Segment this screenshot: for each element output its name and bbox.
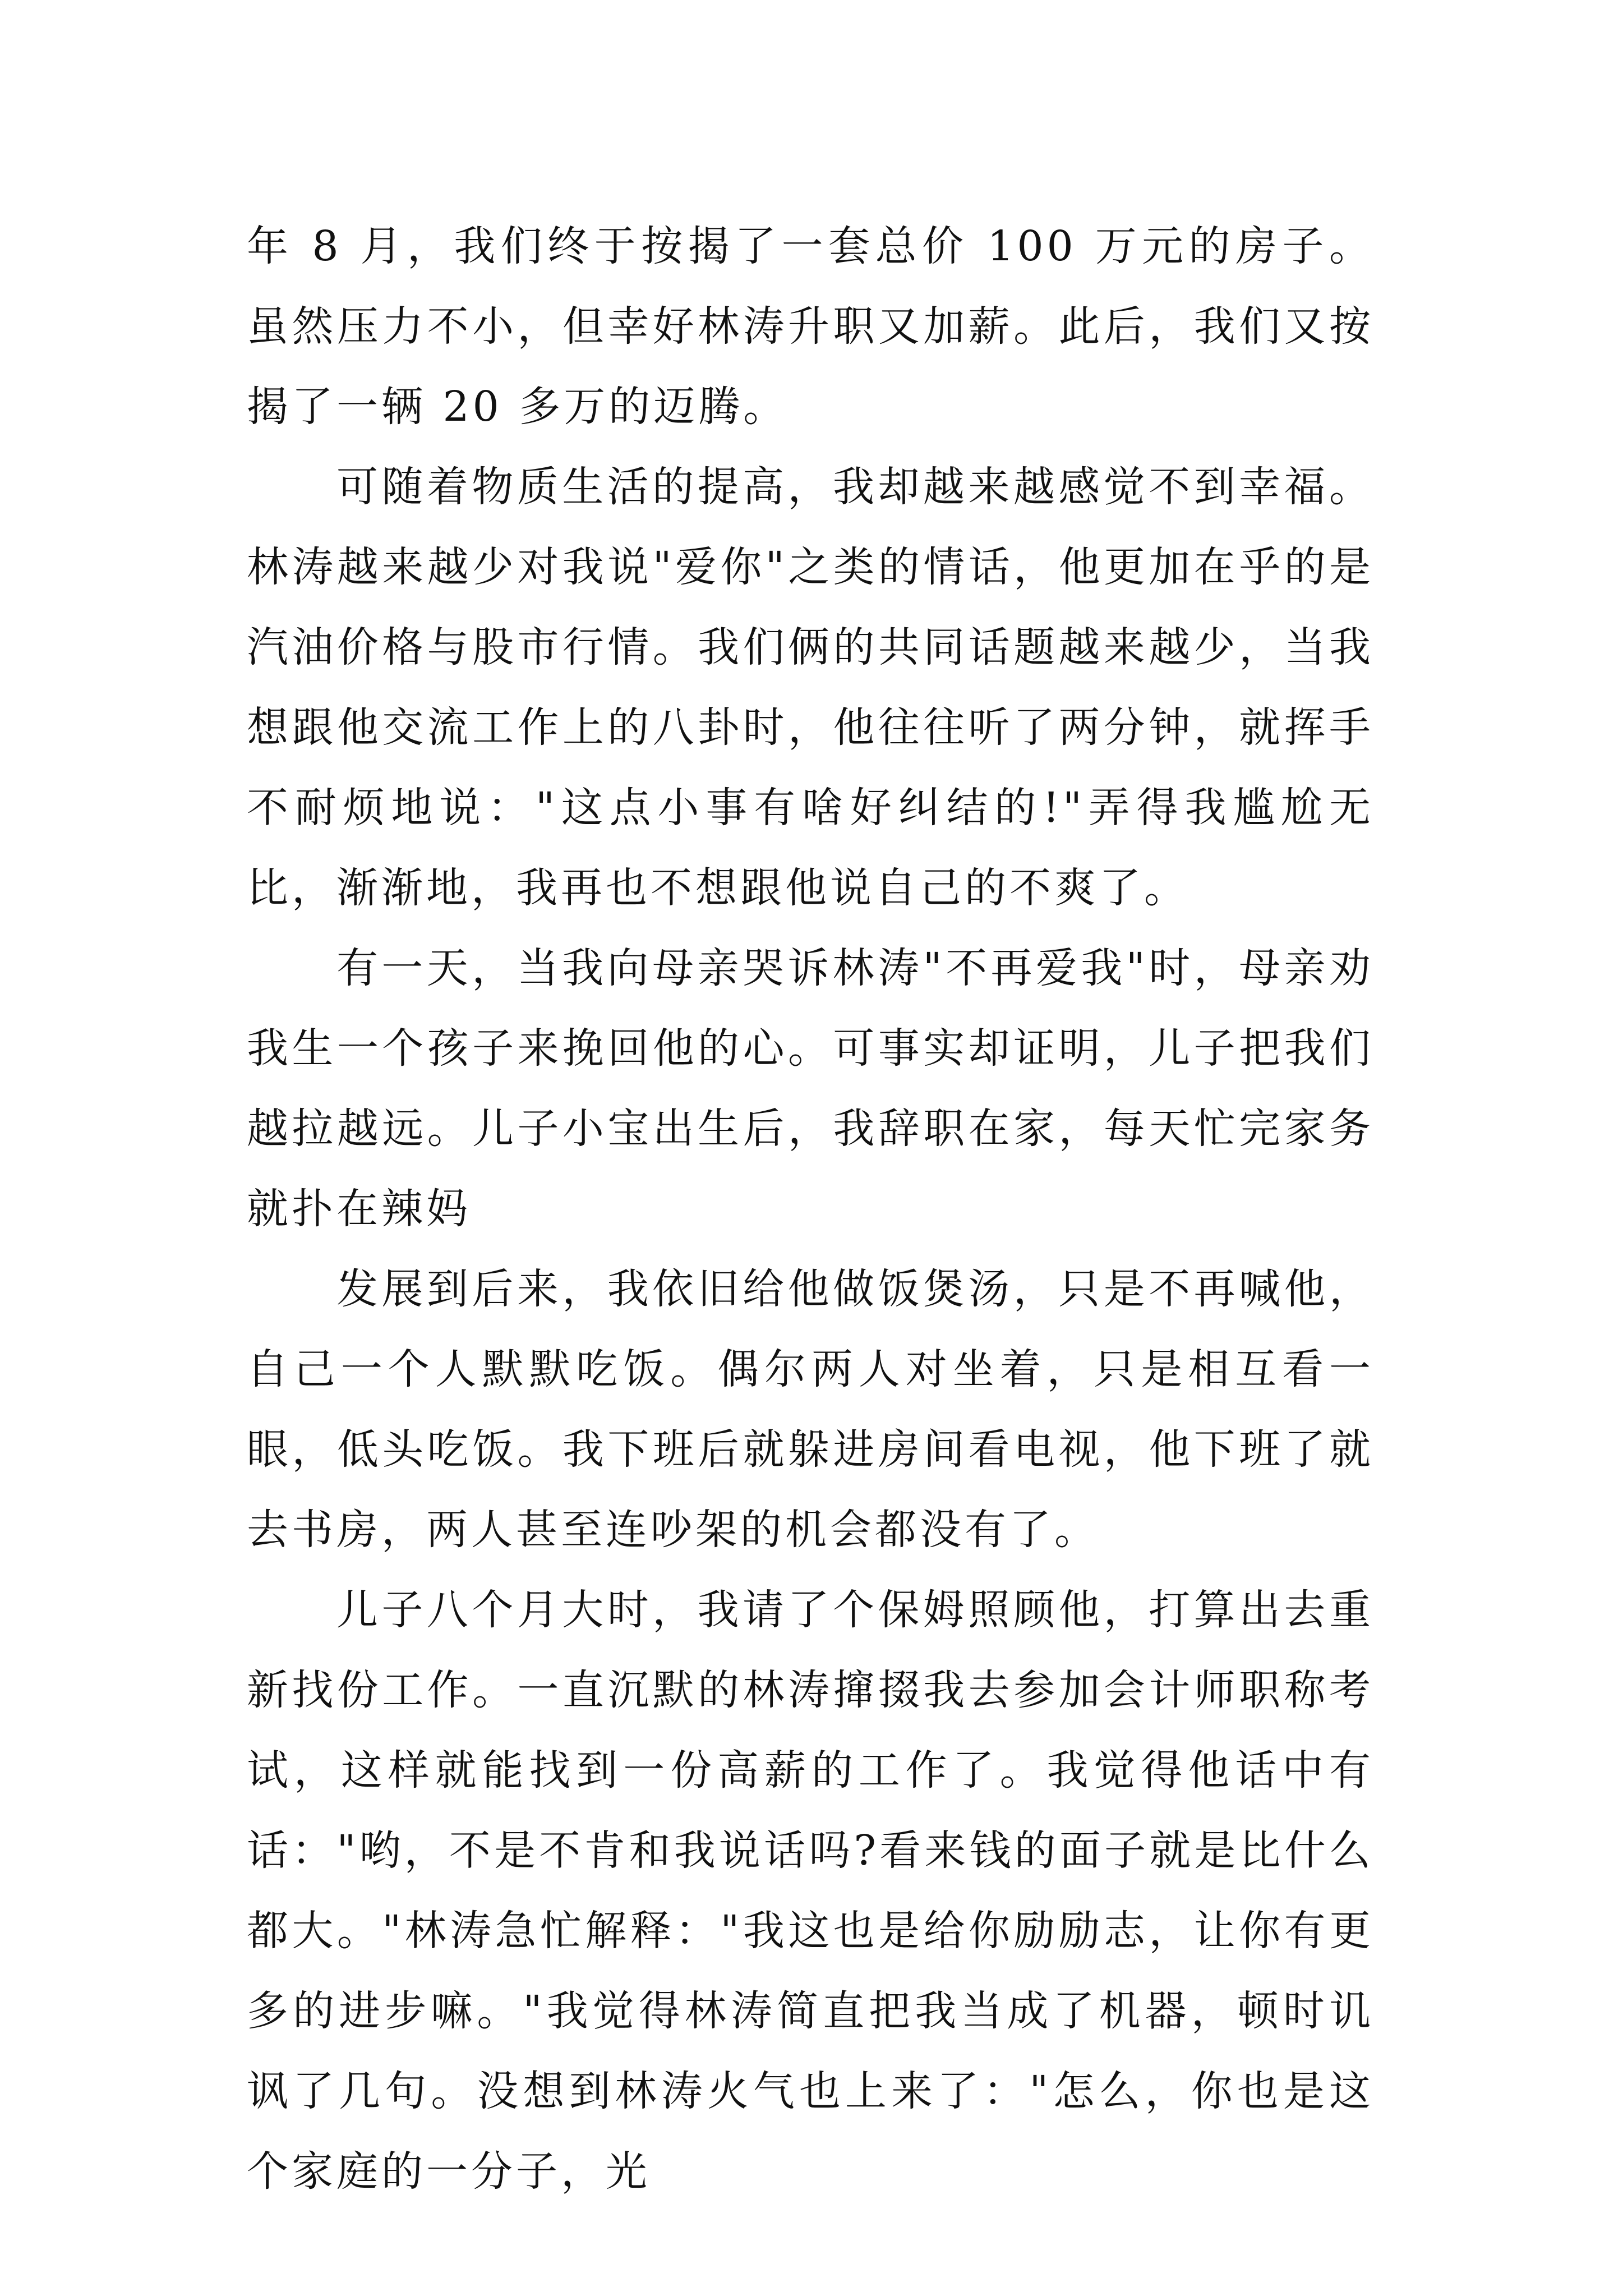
paragraph-2: 可随着物质生活的提高，我却越来越感觉不到幸福。林涛越来越少对我说"爱你"之类的情话，他更加在乎的是汽油价格与股市行情。我们俩的共同话题越来越少，当我想跟他交流工作上的八卦时，他往往听了两分钟，就挥手不耐烦地说："这点小事有啥好纠结的!"弄得我尴尬无比，渐渐地，我再也不想跟他说自己的不爽了。 <box>247 463 1374 912</box>
paragraph-4: 发展到后来，我依旧给他做饭煲汤，只是不再喊他，自己一个人默默吃饭。偶尔两人对坐着，只是相互看一眼，低头吃饭。我下班后就躲进房间看电视，他下班了就去书房，两人甚至连吵架的机会都没有了。 <box>247 1265 1374 1554</box>
paragraph-1: 年 8 月，我们终于按揭了一套总价 100 万元的房子。虽然压力不小，但幸好林涛升职又加薪。此后，我们又按揭了一辆 20 多万的迈腾。 <box>247 222 1374 431</box>
document-body <box>247 206 1374 2212</box>
paragraph-3: 有一天，当我向母亲哭诉林涛"不再爱我"时，母亲劝我生一个孩子来挽回他的心。可事实却证明，儿子把我们越拉越远。儿子小宝出生后，我辞职在家，每天忙完家务就扑在辣妈 <box>247 944 1374 1233</box>
paragraph-5: 儿子八个月大时，我请了个保姆照顾他，打算出去重新找份工作。一直沉默的林涛撺掇我去参加会计师职称考试，这样就能找到一份高薪的工作了。我觉得他话中有话："哟，不是不肯和我说话吗?看来钱的面子就是比什么都大。"林涛急忙解释："我这也是给你励励志，让你有更多的进步嘛。"我觉得林涛简直把我当成了机器，顿时讥讽了几句。没想到林涛火气也上来了："怎么，你也是这个家庭的一分子，光 <box>247 1586 1374 2196</box>
